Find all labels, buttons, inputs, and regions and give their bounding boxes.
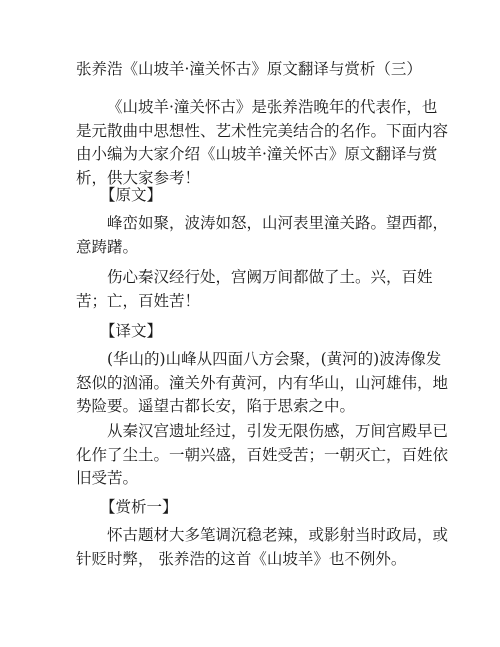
analysis-heading: 【赏析一】: [100, 498, 178, 516]
translation-paragraph-1: (华山的)山峰从四面八方会聚，(黄河的)波涛像发怒似的汹涌。潼关外有黄河，内有华山，山河雄伟，地势险要。遥望古都长安，陷于思索之中。: [76, 350, 449, 415]
translation-heading: 【译文】: [100, 322, 163, 340]
original-heading: 【原文】: [100, 186, 163, 204]
original-paragraph-2: 伤心秦汉经行处，宫阙万间都做了土。兴，百姓苦；亡，百姓苦！: [76, 268, 433, 310]
analysis-paragraph-1: 怀古题材大多笔调沉稳老辣，或影射当时政局，或针贬时弊， 张养浩的这首《山坡羊》也不例外。: [76, 526, 449, 568]
page-title: 张养浩《山坡羊·潼关怀古》原文翻译与赏析（三）: [76, 60, 422, 78]
translation-paragraph-2: 从秦汉宫遗址经过，引发无限伤感，万间宫殿早已化作了尘土。一朝兴盛，百姓受苦；一朝灭亡，百姓依旧受苦。: [76, 422, 449, 487]
intro-paragraph: 《山坡羊·潼关怀古》是张养浩晚年的代表作，也是元散曲中思想性、艺术性完美结合的名作。下面内容由小编为大家介绍《山坡羊·潼关怀古》原文翻译与赏析，供大家参考！: [76, 98, 449, 187]
original-paragraph-1: 峰峦如聚，波涛如怒，山河表里潼关路。望西都，意踌躇。: [76, 214, 449, 256]
